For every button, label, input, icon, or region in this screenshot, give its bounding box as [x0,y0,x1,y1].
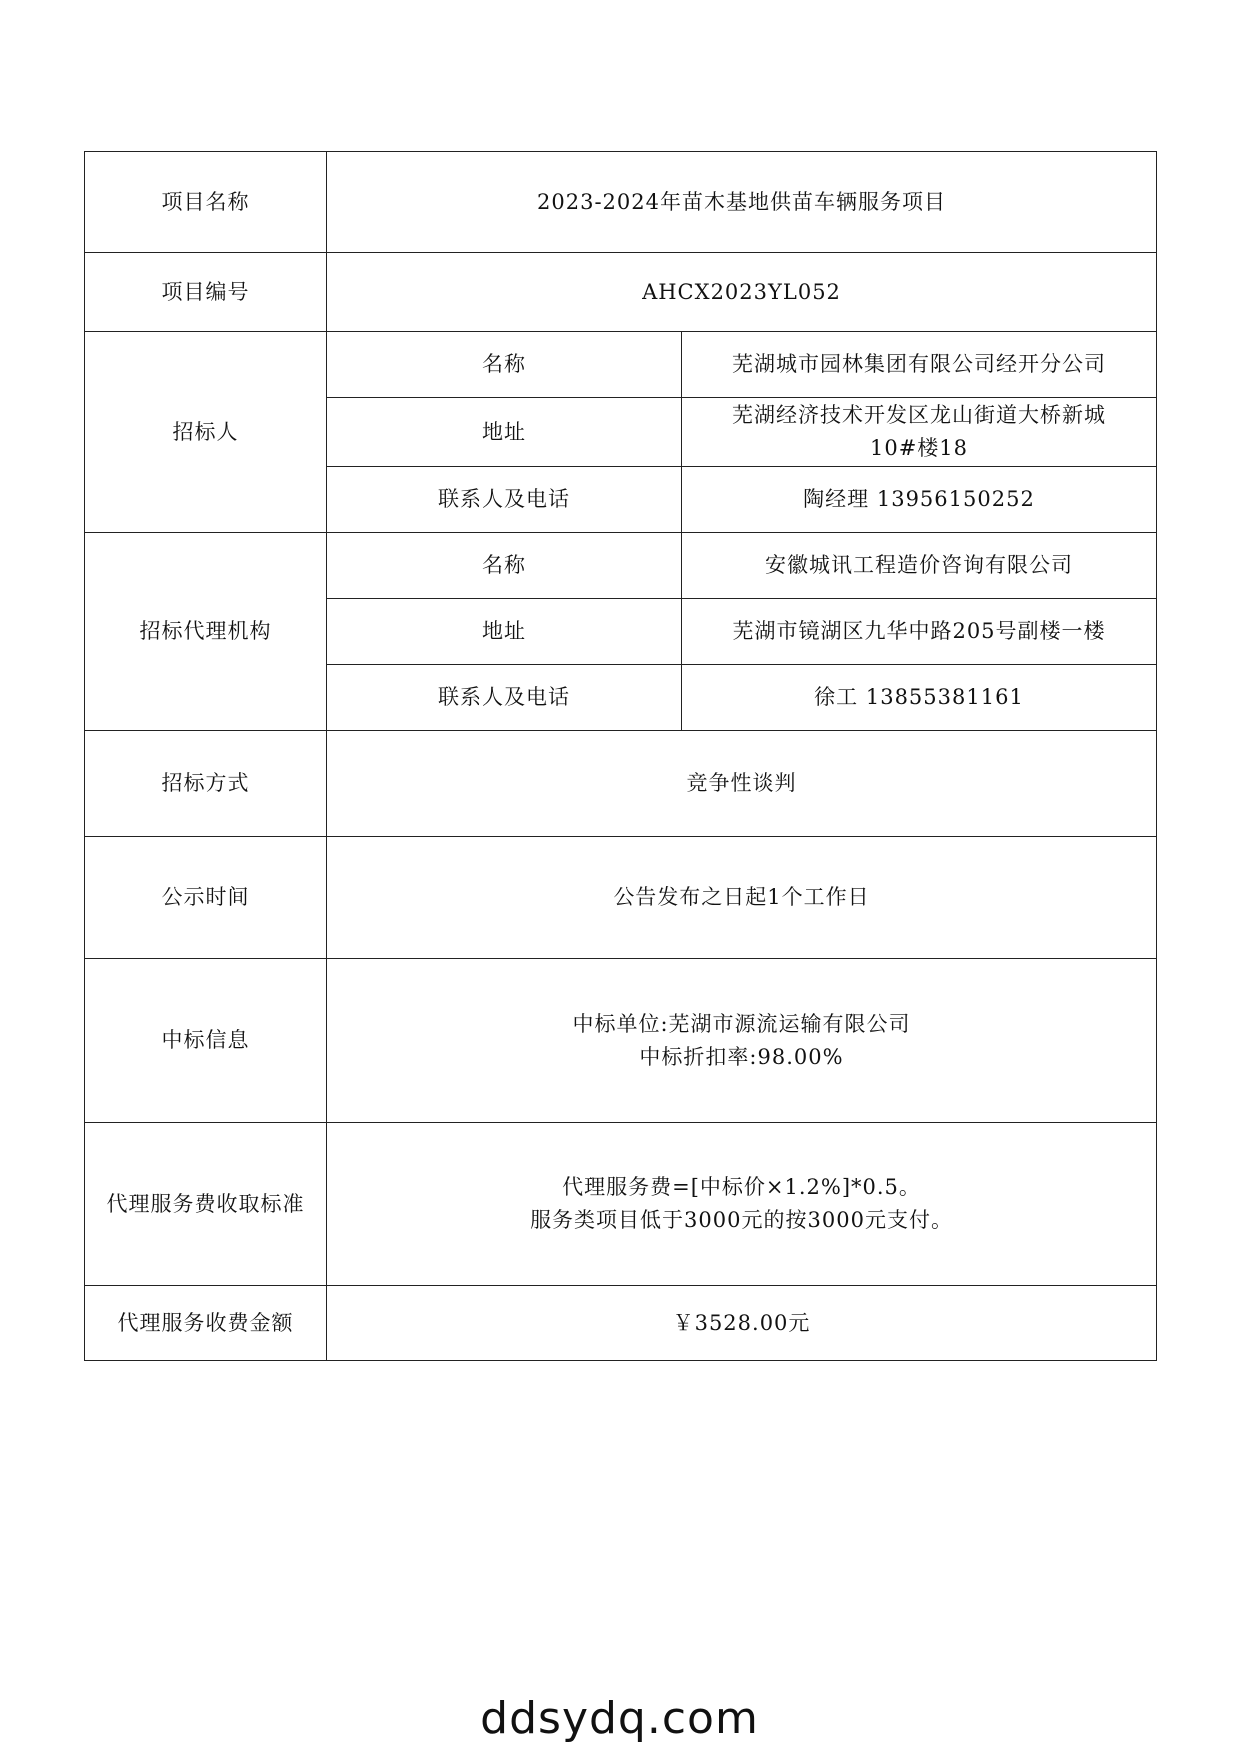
watermark-text: ddsydq.com [480,1693,759,1744]
fee-standard-line2: 服务类项目低于3000元的按3000元支付。 [530,1208,953,1232]
bid-result-table [84,151,1157,1361]
award-label: 中标信息 [85,959,327,1123]
fee-amount-label: 代理服务收费金额 [85,1286,327,1361]
tenderer-contact-label: 联系人及电话 [327,467,682,533]
row-project-no [85,253,1157,332]
project-name-value: 2023-2024年苗木基地供苗车辆服务项目 [327,152,1157,253]
method-value: 竞争性谈判 [327,731,1157,837]
fee-amount-value: ￥3528.00元 [327,1286,1157,1361]
method-label: 招标方式 [85,731,327,837]
award-line1: 中标单位:芜湖市源流运输有限公司 [572,1011,911,1036]
agency-address-value: 芜湖市镜湖区九华中路205号副楼一楼 [682,599,1157,665]
tenderer-label: 招标人 [85,332,327,533]
project-no-value: AHCX2023YL052 [327,253,1157,332]
row-fee-amount [85,1286,1157,1361]
agency-contact-value: 徐工 13855381161 [682,665,1157,731]
agency-name-label: 名称 [327,533,682,599]
row-method [85,731,1157,837]
project-no-label: 项目编号 [85,253,327,332]
fee-standard-label: 代理服务费收取标准 [85,1123,327,1286]
tenderer-address-line2: 10#楼18 [869,436,969,460]
row-fee-standard [85,1123,1157,1286]
tenderer-address-line1: 芜湖经济技术开发区龙山街道大桥新城 [732,403,1106,427]
agency-contact-label: 联系人及电话 [327,665,682,731]
agency-label: 招标代理机构 [85,533,327,731]
publicity-value: 公告发布之日起1个工作日 [327,837,1157,959]
row-project-name [85,152,1157,253]
agency-address-label: 地址 [327,599,682,665]
row-award [85,959,1157,1123]
fee-standard-line1: 代理服务费=[中标价×1.2%]*0.5。 [562,1175,921,1199]
fee-standard-value [327,1123,1157,1286]
row-agency-name [85,533,1157,599]
row-publicity [85,837,1157,959]
agency-name-value: 安徽城讯工程造价咨询有限公司 [682,533,1157,599]
tenderer-address-label: 地址 [327,398,682,467]
award-value [327,959,1157,1123]
row-tenderer-name [85,332,1157,398]
project-name-label: 项目名称 [85,152,327,253]
tenderer-address-value [682,398,1157,467]
award-line2: 中标折扣率:98.00% [639,1044,844,1069]
tenderer-contact-value: 陶经理 13956150252 [682,467,1157,533]
tenderer-name-value: 芜湖城市园林集团有限公司经开分公司 [682,332,1157,398]
publicity-label: 公示时间 [85,837,327,959]
tenderer-name-label: 名称 [327,332,682,398]
